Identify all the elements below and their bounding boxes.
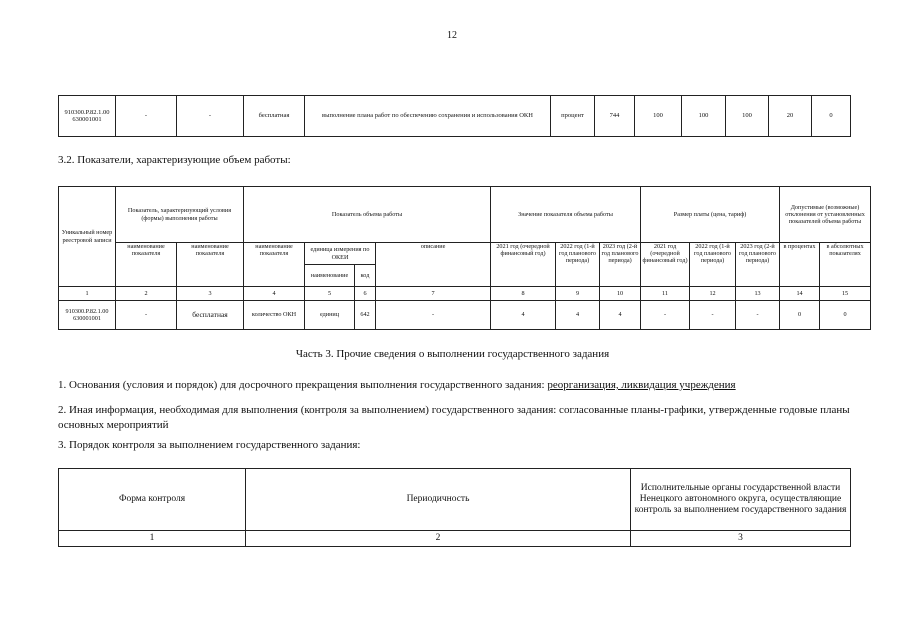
column-number: 6 — [355, 287, 376, 301]
table-cell: 4 — [491, 301, 556, 330]
table-cell: 4 — [600, 301, 641, 330]
header-name: наименование показателя — [116, 243, 177, 287]
column-number: 14 — [780, 287, 820, 301]
column-number-row — [59, 531, 851, 547]
header-percent: в процентах — [780, 243, 820, 287]
column-number: 9 — [556, 287, 600, 301]
volume-indicators-table — [58, 186, 871, 330]
table-cell: - — [116, 96, 177, 137]
header-year: 2021 год (очередной финансовый год) — [641, 243, 690, 287]
registry-number-cell: 910300.Р.82.1.00 630001001 — [59, 301, 116, 330]
table-cell: 100 — [726, 96, 769, 137]
column-number: 12 — [690, 287, 736, 301]
header-unique-number: Уникальный номер реестровой записи — [59, 187, 116, 287]
header-form: Форма контроля — [59, 469, 246, 531]
table-cell: 100 — [682, 96, 726, 137]
table-cell: 0 — [820, 301, 871, 330]
table-cell: - — [177, 96, 244, 137]
column-number: 2 — [116, 287, 177, 301]
header-okei-name: наименование — [305, 265, 355, 287]
column-number: 13 — [736, 287, 780, 301]
table-cell: 0 — [780, 301, 820, 330]
column-number: 3 — [631, 531, 851, 547]
item-text: 1. Основания (условия и порядок) для досрочного прекращения выполнения государственного задания: — [58, 379, 548, 391]
page-number: 12 — [447, 30, 457, 41]
table-cell: - — [641, 301, 690, 330]
table-cell: 4 — [556, 301, 600, 330]
column-number: 10 — [600, 287, 641, 301]
paragraph-item-3: 3. Порядок контроля за выполнением государственного задания: — [58, 439, 361, 451]
table-cell: количество ОКН — [244, 301, 305, 330]
header-year: 2021 год (очередной финансовый год) — [491, 243, 556, 287]
header-name: наименование показателя — [244, 243, 305, 287]
table-row — [59, 301, 871, 330]
column-number: 4 — [244, 287, 305, 301]
paragraph-item-1 — [58, 378, 858, 393]
table-cell: - — [376, 301, 491, 330]
table-cell: бесплатная — [177, 301, 244, 330]
column-number: 3 — [177, 287, 244, 301]
table-cell: - — [690, 301, 736, 330]
table-header-row — [59, 187, 871, 243]
table-cell: 100 — [635, 96, 682, 137]
table-cell: 20 — [769, 96, 812, 137]
column-number: 1 — [59, 287, 116, 301]
header-okei-code: код — [355, 265, 376, 287]
indicator-row-table — [58, 95, 851, 137]
column-number: 7 — [376, 287, 491, 301]
paragraph-item-2: 2. Иная информация, необходимая для выполнения (контроля за выполнением) государственного задания: согласованные планы-графики, утвержденные годовые планы основных мероприятий — [58, 404, 850, 431]
column-number: 8 — [491, 287, 556, 301]
header-volume-indicator: Показатель объема работы — [244, 187, 491, 243]
column-number: 2 — [246, 531, 631, 547]
table-row — [59, 96, 851, 137]
table-cell: выполнение плана работ по обеспечению сохранения и использования ОКН — [305, 96, 551, 137]
control-table — [58, 468, 851, 547]
table-header-row — [59, 469, 851, 531]
table-cell: 744 — [595, 96, 635, 137]
header-period: Периодичность — [246, 469, 631, 531]
table-header-row — [59, 243, 871, 265]
table-cell: - — [116, 301, 177, 330]
column-number: 15 — [820, 287, 871, 301]
header-year: 2022 год (1-й год планового периода) — [690, 243, 736, 287]
table-cell: процент — [551, 96, 595, 137]
header-volume-value: Значение показателя объема работы — [491, 187, 641, 243]
header-okei: единица измерения по ОКЕИ — [305, 243, 376, 265]
header-deviation: Допустимые (возможные) отклонения от установленных показателей объема работы — [780, 187, 871, 243]
item-value: реорганизация, ликвидация учреждения — [547, 379, 736, 391]
registry-number-cell: 910300.Р.82.1.00 630001001 — [59, 96, 116, 137]
header-year: 2022 год (1-й год планового периода) — [556, 243, 600, 287]
part-heading: Часть 3. Прочие сведения о выполнении государственного задания — [295, 348, 610, 360]
table-cell: 642 — [355, 301, 376, 330]
table-cell: 0 — [812, 96, 851, 137]
table-cell: бесплатная — [244, 96, 305, 137]
section-heading: 3.2. Показатели, характеризующие объем работы: — [58, 154, 291, 166]
column-number: 11 — [641, 287, 690, 301]
column-number: 1 — [59, 531, 246, 547]
header-bodies: Исполнительные органы государственной власти Ненецкого автономного округа, осуществляющие контроль за выполнением государственного задания — [631, 469, 851, 531]
header-description: описание — [376, 243, 491, 287]
header-fee: Размер платы (цена, тариф) — [641, 187, 780, 243]
header-name: наименование показателя — [177, 243, 244, 287]
header-absolute: в абсолютных показателях — [820, 243, 871, 287]
header-year: 2023 год (2-й год планового периода) — [600, 243, 641, 287]
header-conditions: Показатель, характеризующий условия (формы) выполнения работы — [116, 187, 244, 243]
column-number: 5 — [305, 287, 355, 301]
table-cell: - — [736, 301, 780, 330]
column-number-row — [59, 287, 871, 301]
table-cell: единиц — [305, 301, 355, 330]
header-year: 2023 год (2-й год планового периода) — [736, 243, 780, 287]
